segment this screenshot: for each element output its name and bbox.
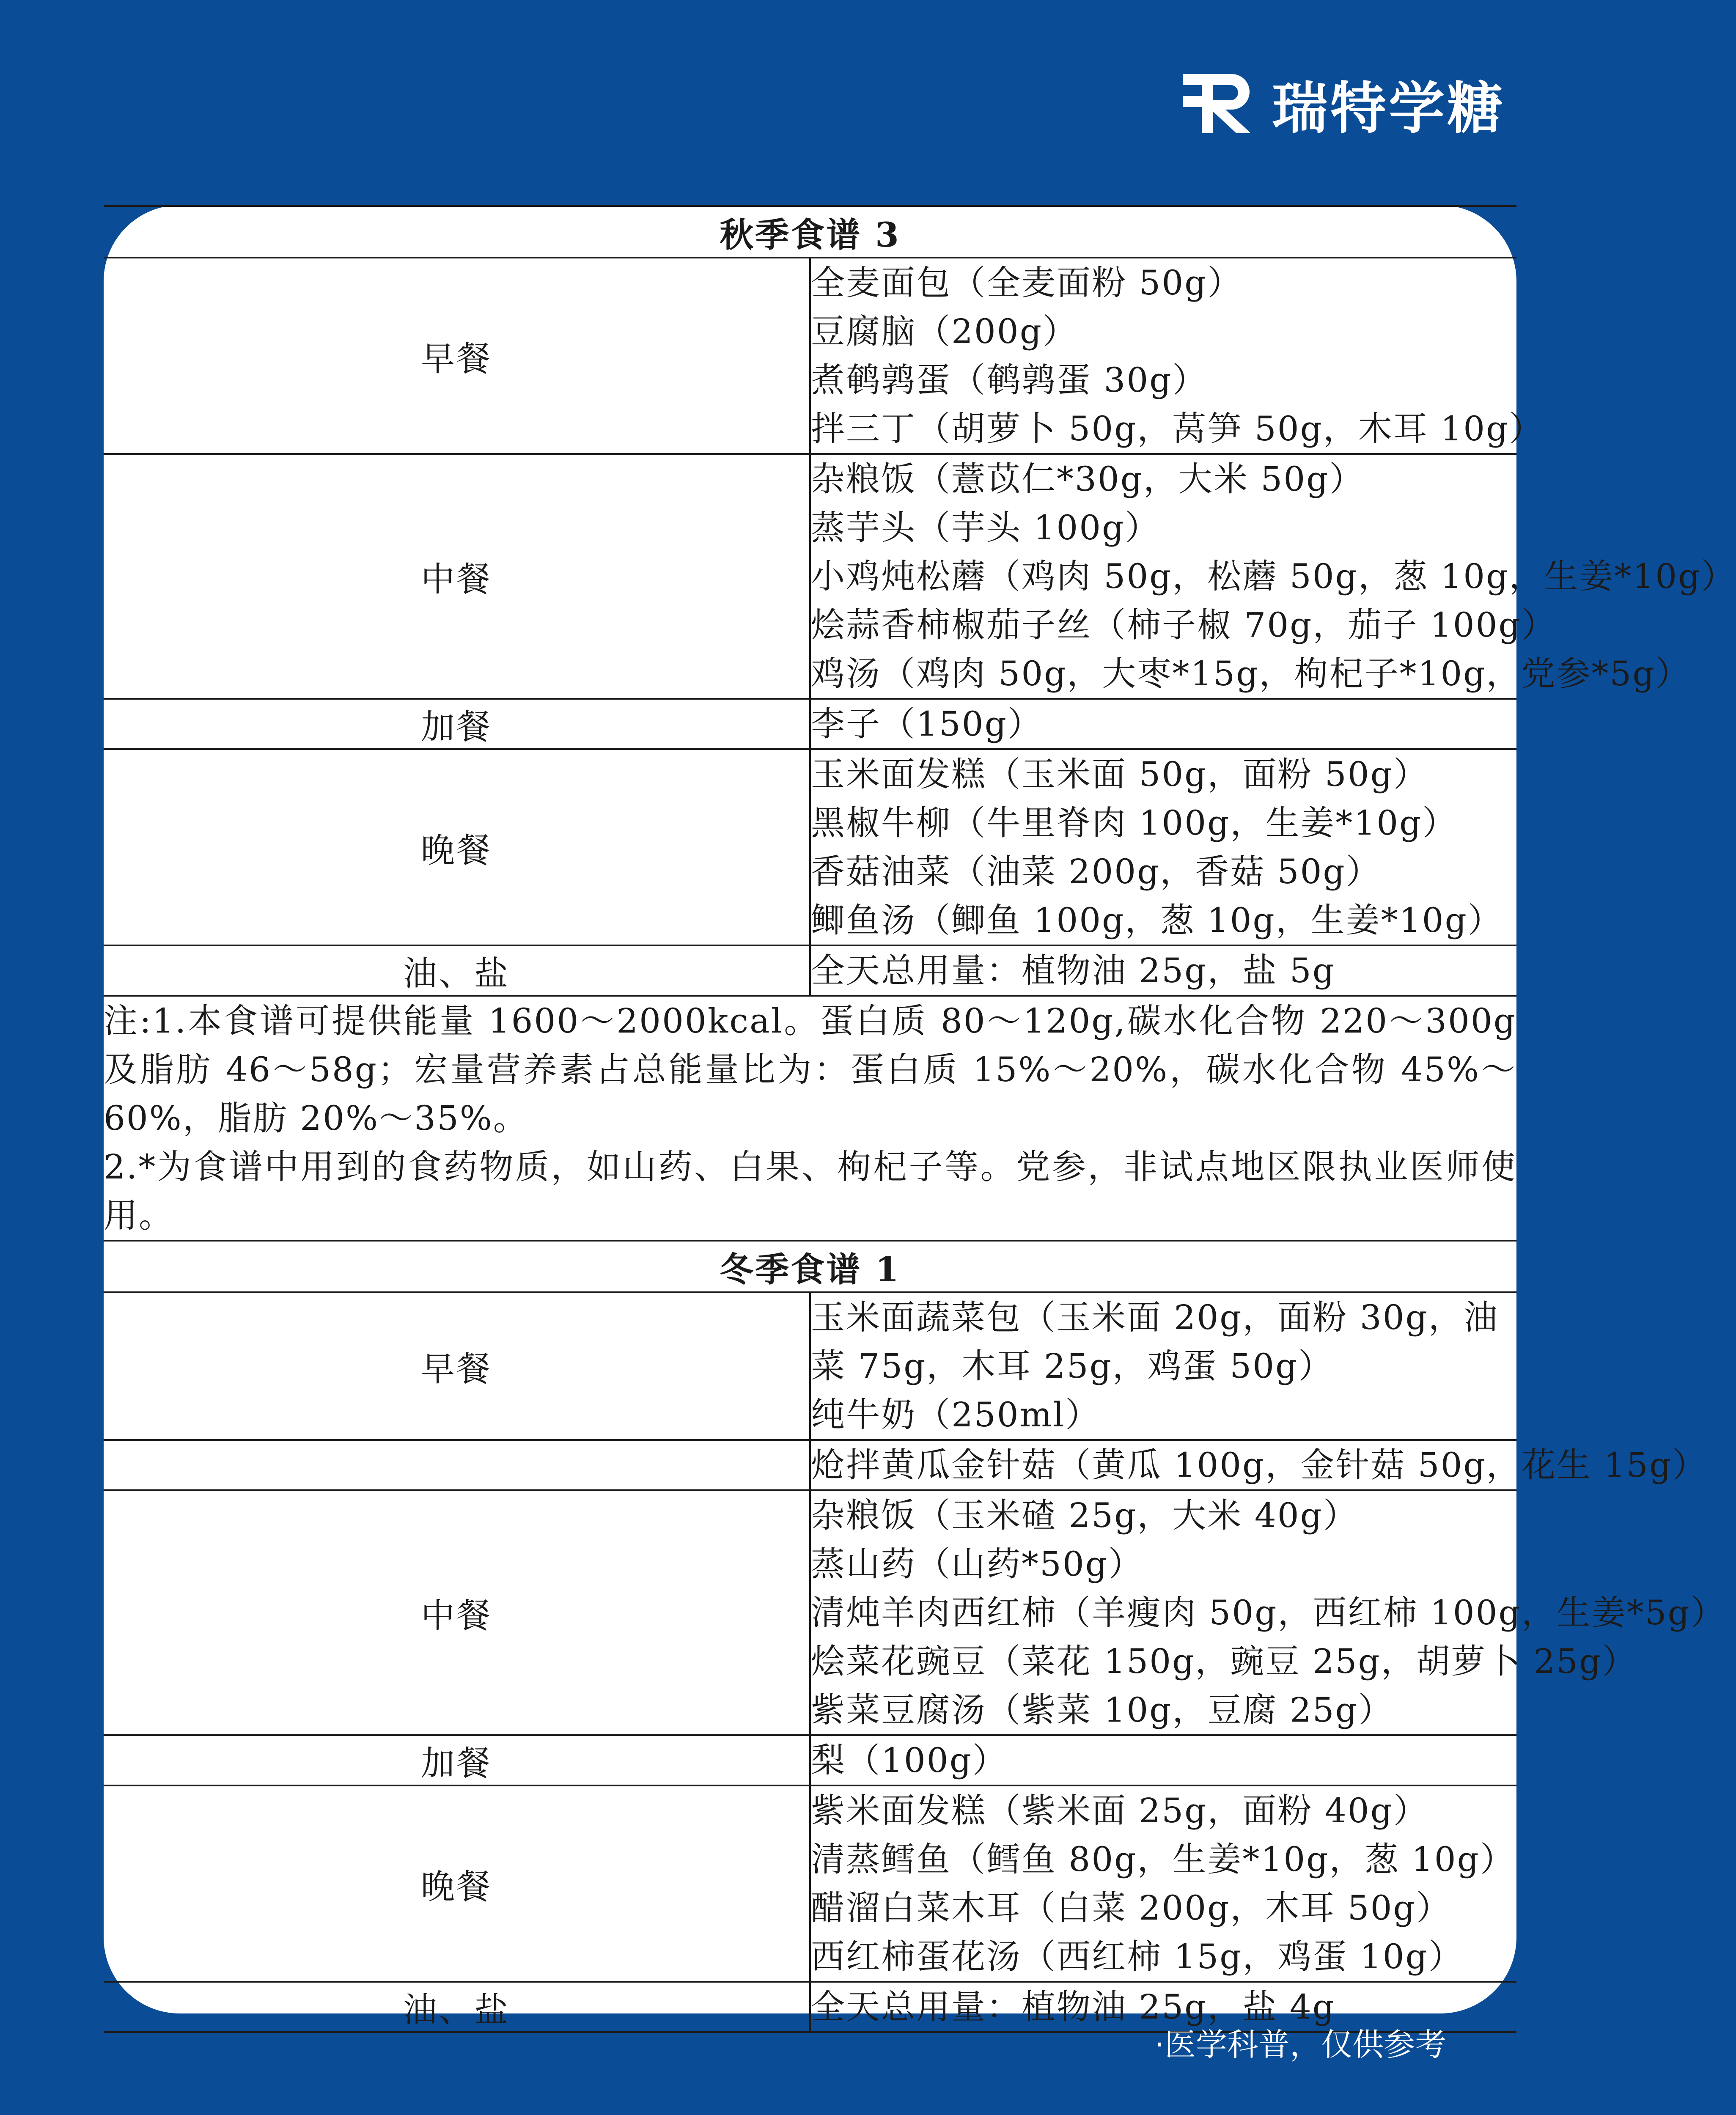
menu-table <box>104 205 1736 2033</box>
meal-label-breakfast: 早餐 <box>104 1292 810 1440</box>
dish-item: 香菇油菜（油菜 200g，香菇 50g） <box>811 852 1381 891</box>
meal-label-lunch: 中餐 <box>104 454 810 699</box>
dish-item: 鲫鱼汤（鲫鱼 100g，葱 10g，生姜*10g） <box>811 901 1503 940</box>
brand-name: 瑞特学糖 <box>1272 76 1505 141</box>
meal-label-lunch: 中餐 <box>104 1490 810 1735</box>
dish-item: 清蒸鳕鱼（鳕鱼 80g，生姜*10g，葱 10g） <box>811 1840 1515 1879</box>
dish-item: 小鸡炖松蘑（鸡肉 50g，松蘑 50g，葱 10g，生姜*10g） <box>811 557 1736 596</box>
notes-cell <box>104 996 1516 1241</box>
meal-label-oil-salt: 油、盐 <box>104 1982 810 2032</box>
dish-item: 玉米面发糕（玉米面 50g，面粉 50g） <box>811 755 1428 794</box>
menu-card <box>104 205 1736 2030</box>
meal-label-snack: 加餐 <box>104 1735 810 1785</box>
dish-item: 炝拌黄瓜金针菇（黄瓜 100g，金针菇 50g，花生 15g） <box>811 1445 1708 1485</box>
dish-item: 清炖羊肉西红柿（羊瘦肉 50g，西红柿 100g，生姜*5g） <box>811 1593 1726 1632</box>
dish-item: 梨（100g） <box>811 1741 1008 1780</box>
note-1: 注:1.本食谱可提供能量 1600～2000kcal。蛋白质 80～120g,碳水化合物 220～300g 及脂肪 46～58g；宏量营养素占总能量比为：蛋白质 15%～20%，碳水化合物 45%～60%，脂肪 20%～35%。 <box>104 1001 1516 1138</box>
dish-item: 豆腐脑（200g） <box>811 312 1078 351</box>
dish-item: 紫菜豆腐汤（紫菜 10g，豆腐 25g） <box>811 1690 1393 1730</box>
dish-list-breakfast <box>810 1292 1516 1440</box>
meal-label-snack: 加餐 <box>104 699 810 749</box>
meal-label-dinner: 晚餐 <box>104 749 810 945</box>
meal-label-empty <box>104 1440 810 1490</box>
dish-list-snack <box>810 699 1516 749</box>
dish-item: 紫米面发糕（紫米面 25g，面粉 40g） <box>811 1791 1428 1830</box>
meal-label-dinner: 晚餐 <box>104 1785 810 1982</box>
meal-label-oil-salt: 油、盐 <box>104 945 810 996</box>
dish-list-dinner <box>810 1785 1516 1982</box>
dish-item: 黑椒牛柳（牛里脊肉 100g，生姜*10g） <box>811 803 1458 843</box>
oil-salt-text: 全天总用量：植物油 25g，盐 5g <box>811 951 1335 990</box>
dish-item: 烩菜花豌豆（菜花 150g，豌豆 25g，胡萝卜 25g） <box>811 1642 1637 1681</box>
dish-item: 煮鹌鹑蛋（鹌鹑蛋 30g） <box>811 360 1208 400</box>
dish-list-dinner <box>810 749 1516 945</box>
dish-item: 玉米面蔬菜包（玉米面 20g，面粉 30g，油菜 75g，木耳 25g，鸡蛋 50g） <box>811 1298 1499 1386</box>
dish-list-breakfast-extra <box>810 1440 1708 1490</box>
dish-list-breakfast <box>810 258 1544 454</box>
dish-item: 纯牛奶（250ml） <box>811 1395 1101 1434</box>
dish-item: 蒸山药（山药*50g） <box>811 1544 1144 1584</box>
brand-header <box>1183 63 1505 144</box>
dish-item: 醋溜白菜木耳（白菜 200g，木耳 50g） <box>811 1888 1451 1928</box>
oil-salt-cell <box>810 945 1516 996</box>
dish-list-lunch <box>810 1490 1726 1735</box>
meal-label-breakfast: 早餐 <box>104 258 810 454</box>
note-2: 2.*为食谱中用到的食药物质，如山药、白果、枸杞子等。党参，非试点地区限执业医师使用。 <box>104 1147 1516 1235</box>
dish-item: 全麦面包（全麦面粉 50g） <box>811 263 1243 302</box>
dish-list-snack <box>810 1735 1516 1785</box>
oil-salt-text: 全天总用量：植物油 25g，盐 4g <box>811 1987 1335 2027</box>
season-title-winter-1: 冬季食谱 1 <box>104 1241 1516 1292</box>
dish-item: 蒸芋头（芋头 100g） <box>811 508 1160 547</box>
dish-item: 杂粮饭（薏苡仁*30g，大米 50g） <box>811 459 1365 499</box>
rt-logo-icon <box>1183 70 1255 137</box>
dish-item: 拌三丁（胡萝卜 50g，莴笋 50g，木耳 10g） <box>811 409 1544 448</box>
season-title-autumn-3: 秋季食谱 3 <box>104 206 1516 258</box>
dish-item: 西红柿蛋花汤（西红柿 15g，鸡蛋 10g） <box>811 1937 1464 1976</box>
footer-disclaimer: ·医学科普，仅供参考 <box>1154 2027 1446 2063</box>
dish-list-lunch <box>810 454 1736 699</box>
dish-item: 鸡汤（鸡肉 50g，大枣*15g，枸杞子*10g，党参*5g） <box>811 654 1691 693</box>
dish-item: 杂粮饭（玉米碴 25g，大米 40g） <box>811 1496 1358 1535</box>
dish-item: 烩蒜香柿椒茄子丝（柿子椒 70g，茄子 100g） <box>811 605 1557 645</box>
dish-item: 李子（150g） <box>811 704 1043 744</box>
